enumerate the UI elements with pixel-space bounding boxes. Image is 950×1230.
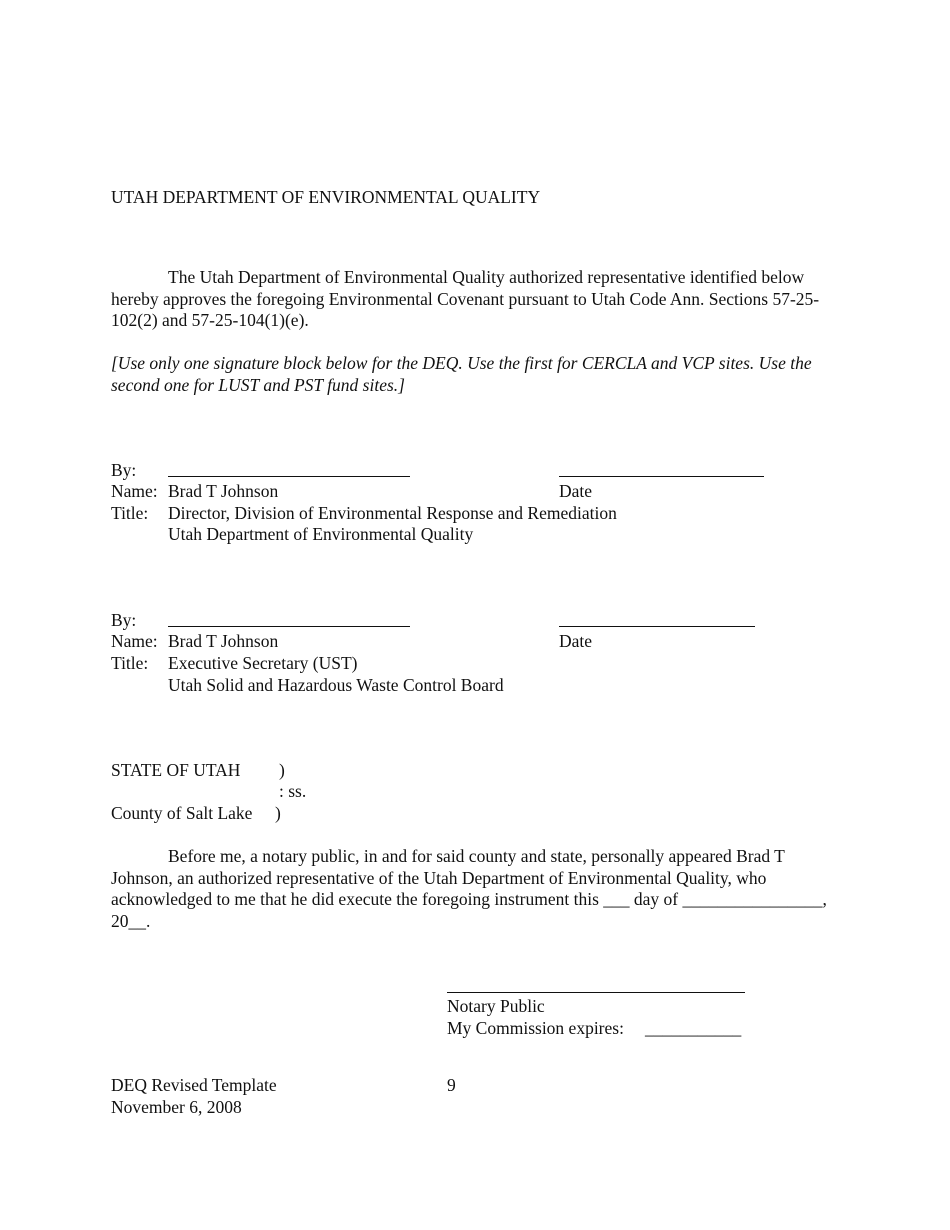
title-label: Title:	[111, 503, 149, 523]
footer-template: DEQ Revised Template	[111, 1075, 277, 1095]
page-number: 9	[447, 1075, 456, 1095]
venue-state: STATE OF UTAH	[111, 760, 241, 780]
signer-organization: Utah Department of Environmental Quality	[168, 524, 474, 544]
notary-label: Notary Public	[447, 996, 545, 1016]
date-label: Date	[559, 631, 593, 651]
notary-signature-line[interactable]	[447, 992, 745, 993]
venue-ss: : ss.	[279, 781, 307, 801]
by-label: By:	[111, 610, 137, 630]
date-line[interactable]	[559, 476, 764, 477]
venue-paren-open: )	[279, 760, 285, 780]
venue-county: County of Salt Lake	[111, 803, 253, 823]
venue-paren-close: )	[275, 803, 281, 823]
name-label: Name:	[111, 481, 158, 501]
signer-name: Brad T Johnson	[168, 631, 279, 651]
signer-title: Director, Division of Environmental Response and Remediation	[168, 503, 617, 523]
signer-title: Executive Secretary (UST)	[168, 653, 358, 673]
intro-paragraph: The Utah Department of Environmental Quality authorized representative identified below hereby approves the foregoing Environmental Covenant pursuant to Utah Code Ann. Sections 57-25-102(2) and 57-25-104(1)(e).	[111, 267, 820, 330]
footer-date: November 6, 2008	[111, 1097, 242, 1117]
signature-line[interactable]	[168, 476, 410, 477]
page-title: UTAH DEPARTMENT OF ENVIRONMENTAL QUALITY	[111, 187, 541, 207]
acknowledgment-paragraph: Before me, a notary public, in and for said county and state, personally appeared Brad T Johnson, an authorized representative of the Utah Department of Environmental Quality, who acknowledged to me that he did execute the foregoing instrument this ___ day of ________________, 20__.	[111, 846, 827, 931]
commission-blank[interactable]: ___________	[645, 1018, 742, 1038]
name-label: Name:	[111, 631, 158, 651]
date-label: Date	[559, 481, 593, 501]
signer-name: Brad T Johnson	[168, 481, 279, 501]
by-label: By:	[111, 460, 137, 480]
signature-line[interactable]	[168, 626, 410, 627]
instruction-note: [Use only one signature block below for the DEQ. Use the first for CERCLA and VCP sites. Use the second one for LUST and PST fund sites.]	[111, 353, 812, 395]
commission-label: My Commission expires:	[447, 1018, 624, 1038]
date-line[interactable]	[559, 626, 755, 627]
title-label: Title:	[111, 653, 149, 673]
signer-organization: Utah Solid and Hazardous Waste Control Board	[168, 675, 504, 695]
